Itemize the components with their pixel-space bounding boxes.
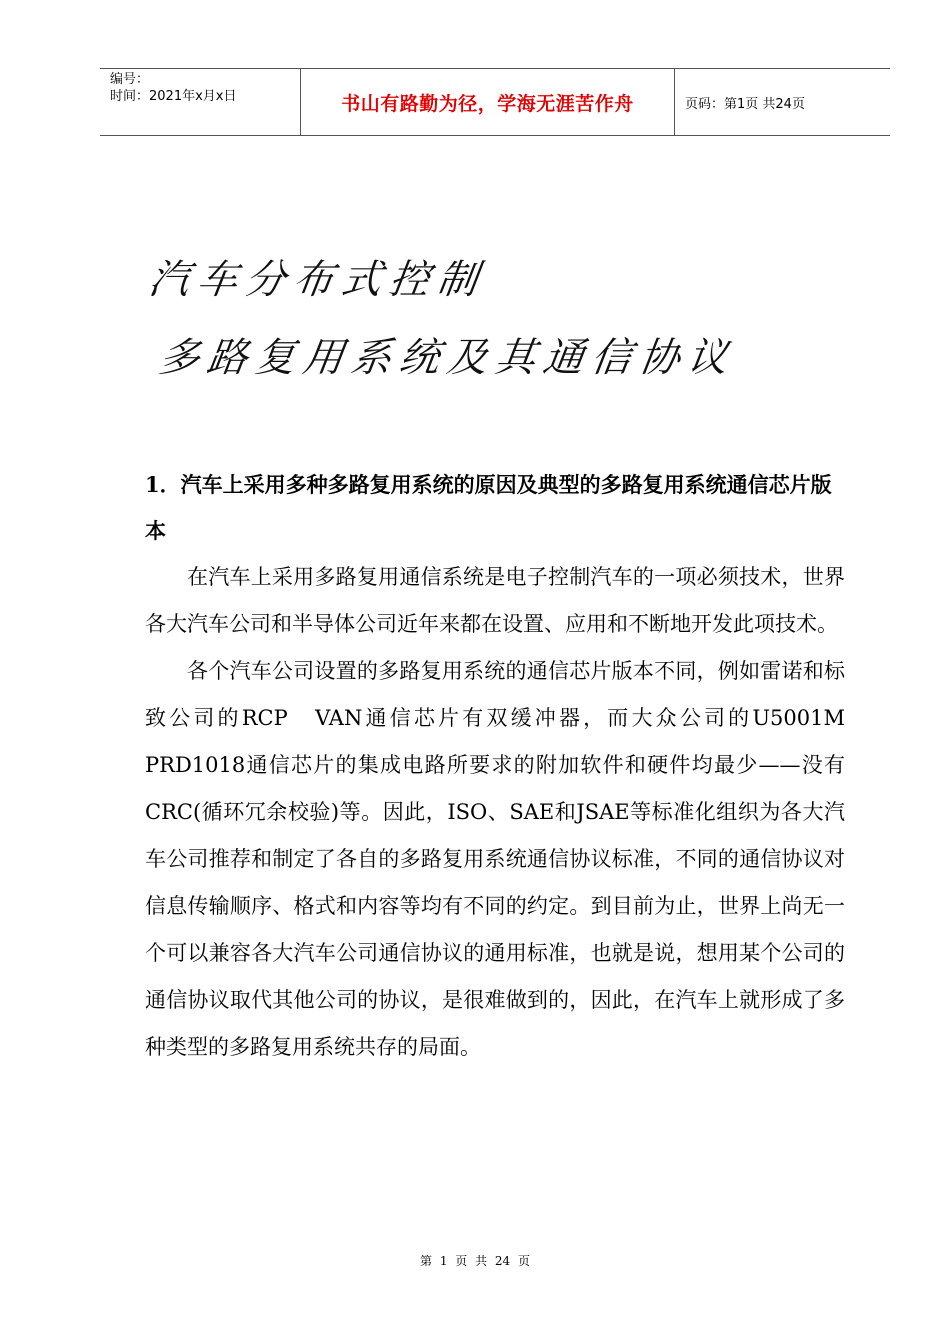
time-label: 时间：2021年x月x日 (110, 89, 237, 104)
motto-text: 书山有路勤为径，学海无涯苦作舟 (341, 92, 634, 115)
page-footer: 第 1 页 共 24 页 (420, 1254, 530, 1268)
paragraph-1: 在汽车上采用多路复用通信系统是电子控制汽车的一项必须技术，世界各大汽车公司和半导体公司近年来都在设置、应用和不断地开发此项技术。 (145, 565, 845, 636)
section-heading: 1．汽车上采用多种多路复用系统的原因及典型的多路复用系统通信芯片版本 (145, 472, 832, 543)
document-body (145, 462, 845, 1071)
page-info-text: 页码：第1页 共24页 (685, 96, 805, 112)
paragraph-2: 各个汽车公司设置的多路复用系统的通信芯片版本不同，例如雷诺和标致公司的RCP VAN通信芯片有双缓冲器，而大众公司的U5001M PRD1018通信芯片的集成电路所要求的附加软件和硬件均最少——没有CRC(循环冗余校验)等。因此，ISO、SAE和JSAE等标准化组织为各大汽车公司推荐和制定了各自的多路复用系统通信协议标准，不同的通信协议对信息传输顺序、格式和内容等均有不同的约定。到目前为止，世界上尚无一个可以兼容各大汽车公司通信协议的通用标准，也就是说，想用某个公司的通信协议取代其他公司的协议，是很难做到的，因此，在汽车上就形成了多种类型的多路复用系统共存的局面。 (145, 659, 845, 1059)
document-title-line-1: 汽车分布式控制 (146, 257, 489, 303)
number-label: 编号： (110, 72, 150, 87)
document-header (100, 68, 890, 136)
motto-cell (301, 69, 675, 135)
page-info-cell (675, 69, 890, 135)
header-meta-cell (100, 69, 301, 135)
document-title-line-2: 多路复用系统及其通信协议 (156, 335, 739, 381)
